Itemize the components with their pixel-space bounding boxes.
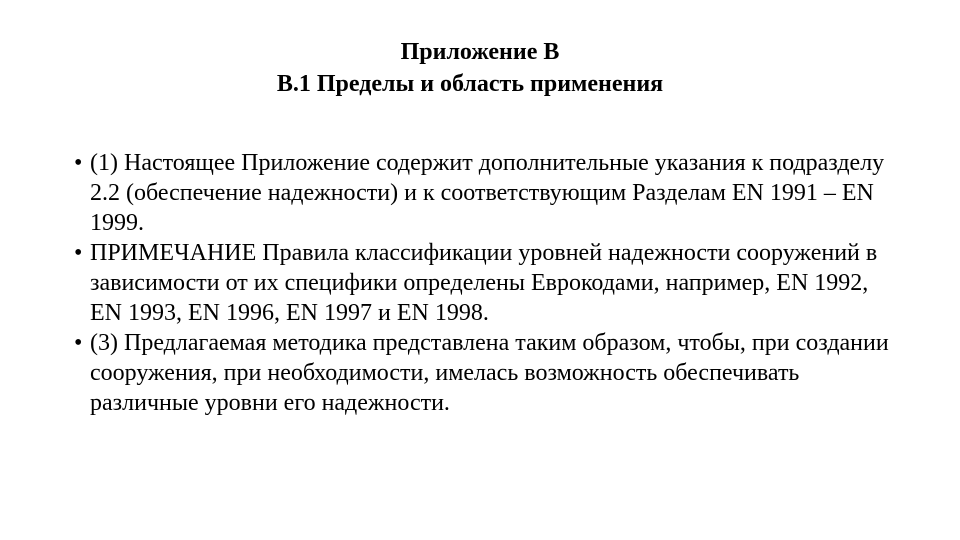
title-line-annex: Приложение B — [400, 39, 560, 65]
bullet-list — [74, 148, 894, 418]
title-line-section: B.1 Пределы и область применения — [276, 71, 664, 97]
bullet-item-3 — [74, 328, 894, 418]
bullet-text-2: ПРИМЕЧАНИЕ Правила классификации уровней надежности сооружений в зависимости от их специфики определены Еврокодами, например, EN 1992, EN 1993, EN 1996, EN 1997 и EN 1998. — [90, 240, 878, 326]
bullet-item-1 — [74, 148, 894, 238]
bullet-item-2 — [74, 238, 894, 328]
bullet-icon: • — [74, 240, 83, 266]
slide-title — [0, 36, 960, 100]
bullet-icon: • — [74, 150, 83, 176]
bullet-text-1: (1) Настоящее Приложение содержит дополнительные указания к подразделу 2.2 (обеспечение надежности) и к соответствующим Разделам EN 1991 – EN 1999. — [90, 150, 885, 236]
bullet-icon: • — [74, 330, 83, 356]
bullet-text-3: (3) Предлагаемая методика представлена таким образом, чтобы, при создании сооружения, при необходимости, имелась возможность обеспечивать различные уровни его надежности. — [90, 330, 889, 416]
